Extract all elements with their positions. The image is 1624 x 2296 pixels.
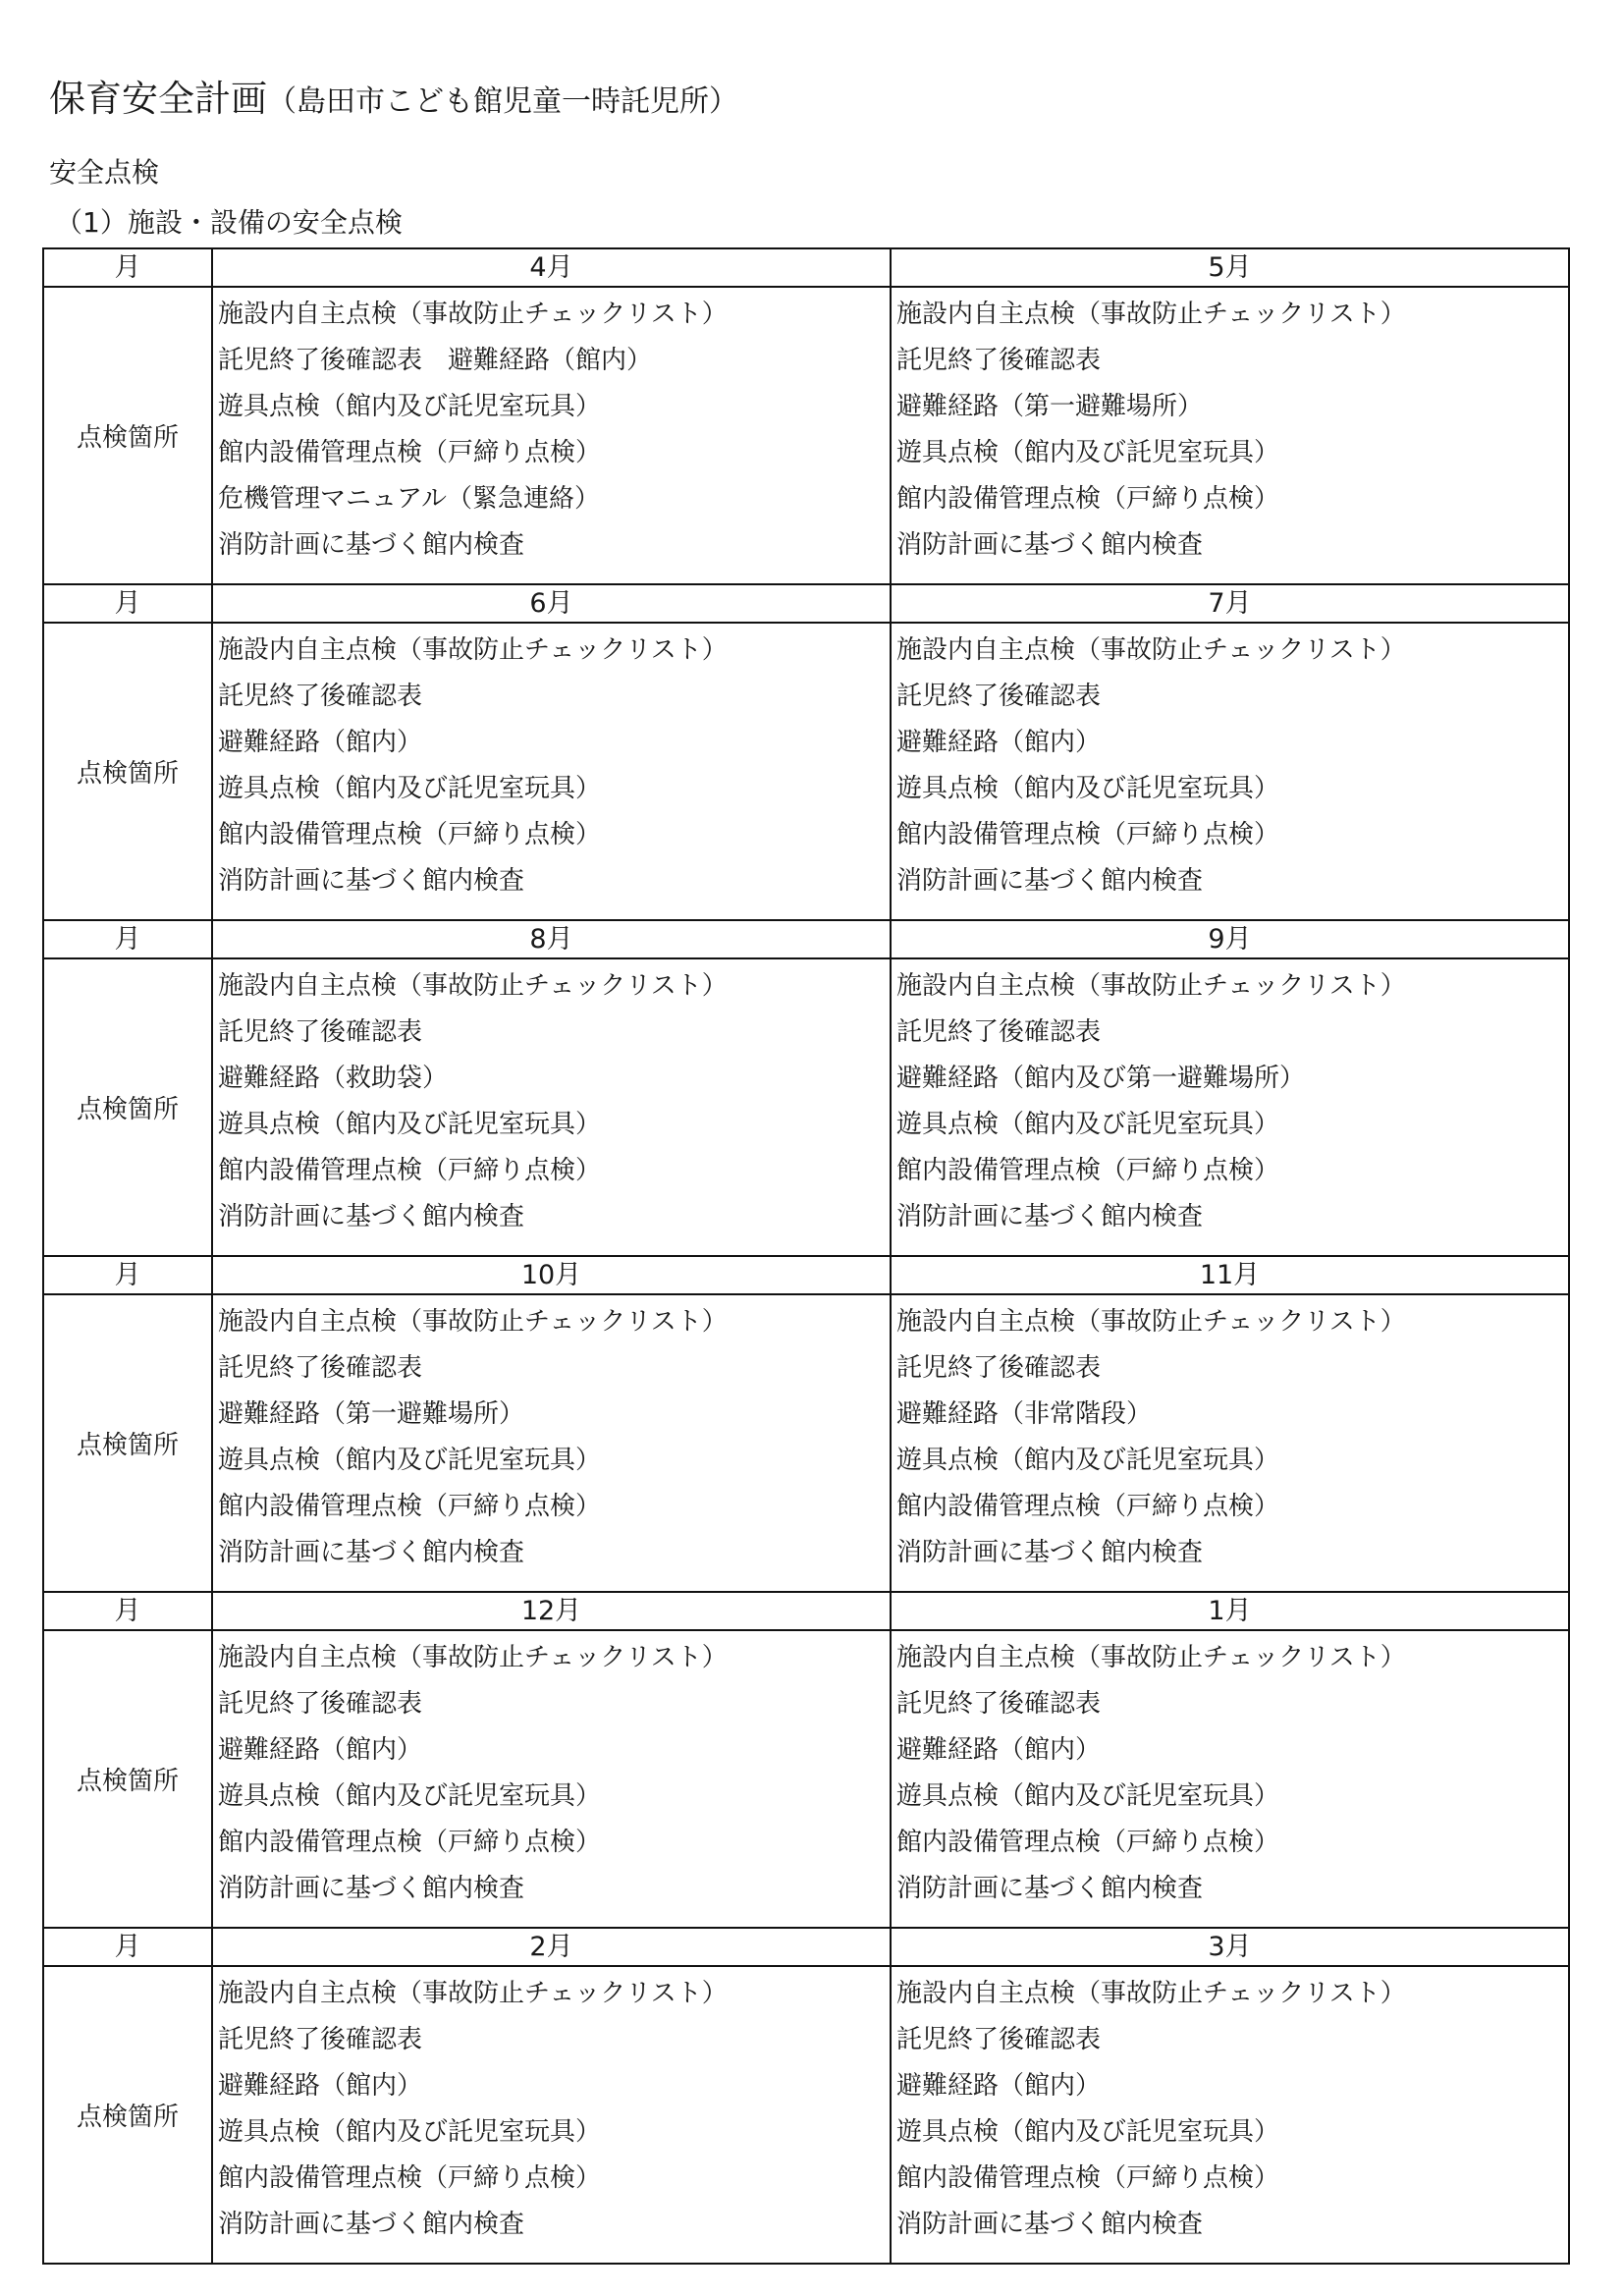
inspection-item: 館内設備管理点検（戸締り点検） bbox=[218, 438, 602, 467]
inspection-item: 施設内自主点検（事故防止チェックリスト） bbox=[218, 1643, 728, 1672]
inspection-label: 点検箇所 bbox=[43, 1294, 212, 1592]
inspection-item: 託児終了後確認表 bbox=[218, 1017, 423, 1047]
month-column-label: 月 bbox=[43, 1592, 212, 1630]
inspection-item: 館内設備管理点検（戸締り点検） bbox=[218, 1828, 602, 1857]
month-name: 2月 bbox=[212, 1928, 891, 1966]
inspection-item-list bbox=[892, 1631, 1568, 1912]
inspection-row bbox=[43, 958, 1569, 1256]
inspection-item: 託児終了後確認表 bbox=[218, 682, 423, 711]
month-header-row bbox=[43, 1928, 1569, 1966]
inspection-item: 館内設備管理点検（戸締り点検） bbox=[218, 820, 602, 849]
inspection-item: 消防計画に基づく館内検査 bbox=[896, 866, 1204, 896]
inspection-item: 遊具点検（館内及び託児室玩具） bbox=[218, 1446, 602, 1475]
inspection-row bbox=[43, 1630, 1569, 1928]
inspection-item: 館内設備管理点検（戸締り点検） bbox=[896, 1156, 1280, 1185]
inspection-items-cell bbox=[891, 1966, 1569, 2264]
inspection-item: 施設内自主点検（事故防止チェックリスト） bbox=[218, 1307, 728, 1337]
inspection-item-list bbox=[213, 1631, 890, 1912]
inspection-item: 遊具点検（館内及び託児室玩具） bbox=[218, 1110, 602, 1139]
inspection-schedule-table bbox=[42, 247, 1570, 2265]
inspection-item: 避難経路（救助袋） bbox=[218, 1064, 449, 1093]
inspection-item: 遊具点検（館内及び託児室玩具） bbox=[896, 438, 1280, 467]
inspection-item: 遊具点検（館内及び託児室玩具） bbox=[218, 392, 602, 421]
inspection-item: 消防計画に基づく館内検査 bbox=[218, 530, 525, 560]
inspection-item: 館内設備管理点検（戸締り点検） bbox=[218, 1492, 602, 1521]
inspection-item: 施設内自主点検（事故防止チェックリスト） bbox=[218, 635, 728, 665]
month-column-label: 月 bbox=[43, 248, 212, 287]
month-name: 3月 bbox=[891, 1928, 1569, 1966]
inspection-item-list bbox=[892, 1295, 1568, 1576]
inspection-item: 施設内自主点検（事故防止チェックリスト） bbox=[218, 1979, 728, 2008]
inspection-item: 避難経路（館内） bbox=[896, 1735, 1102, 1765]
inspection-items-cell bbox=[891, 287, 1569, 584]
inspection-row bbox=[43, 1294, 1569, 1592]
month-column-label: 月 bbox=[43, 1928, 212, 1966]
inspection-item: 託児終了後確認表 bbox=[218, 1689, 423, 1719]
inspection-item: 消防計画に基づく館内検査 bbox=[896, 2210, 1204, 2239]
month-header-row bbox=[43, 248, 1569, 287]
inspection-item: 消防計画に基づく館内検査 bbox=[896, 530, 1204, 560]
month-column-label: 月 bbox=[43, 1256, 212, 1294]
inspection-items-cell bbox=[212, 958, 891, 1256]
inspection-item: 施設内自主点検（事故防止チェックリスト） bbox=[218, 300, 728, 329]
inspection-item: 遊具点検（館内及び託児室玩具） bbox=[218, 2117, 602, 2147]
inspection-item: 館内設備管理点検（戸締り点検） bbox=[218, 2163, 602, 2193]
inspection-item: 託児終了後確認表 bbox=[218, 1353, 423, 1383]
inspection-item: 遊具点検（館内及び託児室玩具） bbox=[896, 1110, 1280, 1139]
inspection-item: 託児終了後確認表 bbox=[896, 346, 1102, 375]
inspection-item: 遊具点検（館内及び託児室玩具） bbox=[896, 2117, 1280, 2147]
inspection-item: 遊具点検（館内及び託児室玩具） bbox=[218, 774, 602, 803]
page-title bbox=[49, 69, 738, 122]
inspection-item: 避難経路（館内） bbox=[896, 728, 1102, 757]
inspection-item-list bbox=[892, 624, 1568, 904]
month-name: 11月 bbox=[891, 1256, 1569, 1294]
inspection-item: 消防計画に基づく館内検査 bbox=[896, 1202, 1204, 1231]
inspection-item: 避難経路（館内及び第一避難場所） bbox=[896, 1064, 1306, 1093]
inspection-item-list bbox=[892, 959, 1568, 1240]
inspection-items-cell bbox=[212, 623, 891, 920]
inspection-item: 託児終了後確認表 避難経路（館内） bbox=[218, 346, 653, 375]
inspection-label: 点検箇所 bbox=[43, 1630, 212, 1928]
inspection-item: 避難経路（館内） bbox=[218, 728, 423, 757]
month-name: 7月 bbox=[891, 584, 1569, 623]
inspection-item-list bbox=[892, 1967, 1568, 2248]
month-name: 1月 bbox=[891, 1592, 1569, 1630]
inspection-item-list bbox=[892, 288, 1568, 569]
inspection-label: 点検箇所 bbox=[43, 287, 212, 584]
inspection-item: 消防計画に基づく館内検査 bbox=[218, 1202, 525, 1231]
inspection-item: 施設内自主点検（事故防止チェックリスト） bbox=[218, 971, 728, 1001]
inspection-item: 館内設備管理点検（戸締り点検） bbox=[896, 1828, 1280, 1857]
month-header-row bbox=[43, 920, 1569, 958]
inspection-items-cell bbox=[212, 1630, 891, 1928]
inspection-item: 館内設備管理点検（戸締り点検） bbox=[896, 2163, 1280, 2193]
inspection-item: 施設内自主点検（事故防止チェックリスト） bbox=[896, 971, 1406, 1001]
inspection-item: 遊具点検（館内及び託児室玩具） bbox=[896, 1781, 1280, 1811]
inspection-item-list bbox=[213, 959, 890, 1240]
month-column-label: 月 bbox=[43, 584, 212, 623]
inspection-item-list bbox=[213, 624, 890, 904]
inspection-item: 遊具点検（館内及び託児室玩具） bbox=[218, 1781, 602, 1811]
month-name: 9月 bbox=[891, 920, 1569, 958]
inspection-item: 消防計画に基づく館内検査 bbox=[218, 1874, 525, 1903]
inspection-item: 消防計画に基づく館内検査 bbox=[218, 1538, 525, 1567]
month-name: 8月 bbox=[212, 920, 891, 958]
inspection-row bbox=[43, 287, 1569, 584]
inspection-item: 遊具点検（館内及び託児室玩具） bbox=[896, 774, 1280, 803]
subsection-heading: （1）施設・設備の安全点検 bbox=[55, 206, 403, 239]
inspection-item: 施設内自主点検（事故防止チェックリスト） bbox=[896, 300, 1406, 329]
month-name: 12月 bbox=[212, 1592, 891, 1630]
month-name: 10月 bbox=[212, 1256, 891, 1294]
inspection-item: 危機管理マニュアル（緊急連絡） bbox=[218, 484, 600, 514]
inspection-item: 避難経路（非常階段） bbox=[896, 1399, 1153, 1429]
inspection-item: 館内設備管理点検（戸締り点検） bbox=[218, 1156, 602, 1185]
inspection-item: 避難経路（館内） bbox=[896, 2071, 1102, 2101]
inspection-item: 館内設備管理点検（戸締り点検） bbox=[896, 1492, 1280, 1521]
inspection-item: 託児終了後確認表 bbox=[896, 1017, 1102, 1047]
inspection-label: 点検箇所 bbox=[43, 1966, 212, 2264]
month-column-label: 月 bbox=[43, 920, 212, 958]
inspection-item: 消防計画に基づく館内検査 bbox=[896, 1538, 1204, 1567]
inspection-item: 消防計画に基づく館内検査 bbox=[896, 1874, 1204, 1903]
inspection-item: 施設内自主点検（事故防止チェックリスト） bbox=[896, 1979, 1406, 2008]
month-name: 5月 bbox=[891, 248, 1569, 287]
month-name: 6月 bbox=[212, 584, 891, 623]
inspection-item: 施設内自主点検（事故防止チェックリスト） bbox=[896, 1307, 1406, 1337]
inspection-items-cell bbox=[891, 1630, 1569, 1928]
inspection-row bbox=[43, 623, 1569, 920]
inspection-item: 避難経路（第一避難場所） bbox=[218, 1399, 525, 1429]
month-header-row bbox=[43, 1256, 1569, 1294]
inspection-items-cell bbox=[891, 623, 1569, 920]
inspection-item-list bbox=[213, 288, 890, 569]
inspection-items-cell bbox=[891, 1294, 1569, 1592]
inspection-label: 点検箇所 bbox=[43, 958, 212, 1256]
inspection-item: 施設内自主点検（事故防止チェックリスト） bbox=[896, 635, 1406, 665]
title-facility: （島田市こども館児童一時託児所） bbox=[267, 84, 738, 119]
inspection-item-list bbox=[213, 1967, 890, 2248]
inspection-item: 施設内自主点検（事故防止チェックリスト） bbox=[896, 1643, 1406, 1672]
inspection-row bbox=[43, 1966, 1569, 2264]
inspection-item: 消防計画に基づく館内検査 bbox=[218, 866, 525, 896]
inspection-item: 消防計画に基づく館内検査 bbox=[218, 2210, 525, 2239]
inspection-item: 館内設備管理点検（戸締り点検） bbox=[896, 820, 1280, 849]
inspection-item: 館内設備管理点検（戸締り点検） bbox=[896, 484, 1280, 514]
title-main: 保育安全計画 bbox=[49, 78, 267, 120]
month-header-row bbox=[43, 1592, 1569, 1630]
inspection-items-cell bbox=[891, 958, 1569, 1256]
inspection-item: 託児終了後確認表 bbox=[896, 1353, 1102, 1383]
inspection-item-list bbox=[213, 1295, 890, 1576]
inspection-item: 避難経路（館内） bbox=[218, 1735, 423, 1765]
inspection-item: 避難経路（館内） bbox=[218, 2071, 423, 2101]
inspection-items-cell bbox=[212, 287, 891, 584]
inspection-items-cell bbox=[212, 1294, 891, 1592]
month-name: 4月 bbox=[212, 248, 891, 287]
inspection-item: 遊具点検（館内及び託児室玩具） bbox=[896, 1446, 1280, 1475]
month-header-row bbox=[43, 584, 1569, 623]
inspection-item: 託児終了後確認表 bbox=[896, 2025, 1102, 2054]
inspection-item: 託児終了後確認表 bbox=[896, 682, 1102, 711]
inspection-item: 避難経路（第一避難場所） bbox=[896, 392, 1204, 421]
section-heading: 安全点検 bbox=[49, 156, 160, 189]
inspection-item: 託児終了後確認表 bbox=[218, 2025, 423, 2054]
inspection-item: 託児終了後確認表 bbox=[896, 1689, 1102, 1719]
inspection-label: 点検箇所 bbox=[43, 623, 212, 920]
inspection-items-cell bbox=[212, 1966, 891, 2264]
